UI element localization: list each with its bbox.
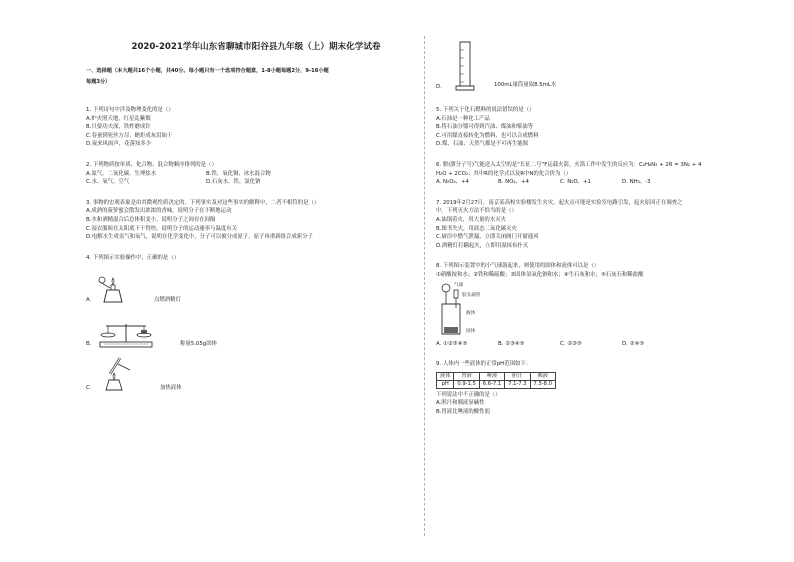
- section-line-2: 每题3分）: [86, 79, 111, 85]
- question-stem-line-2: ①硝酸铵和水；②铁和稀硫酸；③固体氢氧化钠和水；④生石灰和水；⑤石灰石和稀盐酸: [436, 271, 644, 278]
- label-liquid: 液体: [466, 310, 476, 316]
- table-header: 胰液: [530, 372, 555, 380]
- apparatus-figure: [436, 282, 556, 340]
- option-b: B.将石油分馏可得到汽油、煤油和柴油等: [436, 124, 534, 131]
- table-row: [437, 380, 556, 388]
- option-a: A.炉火照天地，红星乱紫烟: [86, 115, 151, 122]
- left-column: [86, 40, 416, 406]
- question-stem-line-1: 8. 下列图示装置中的小气球鼓起来，则使用的固体和液体可以是（）: [436, 263, 600, 270]
- question-4: [86, 254, 416, 395]
- figure-letter: D.: [436, 84, 442, 91]
- question-7: [436, 199, 736, 251]
- figure-letter: B.: [86, 340, 92, 347]
- table-header: 液体: [437, 372, 454, 380]
- lamp-lighting-icon: [96, 272, 130, 306]
- question-stem: 2. 下列物质按单质、化合物、混合物顺序排列的是（）: [86, 161, 217, 168]
- graduated-cylinder-icon: [450, 40, 480, 92]
- question-5: [436, 106, 736, 149]
- table-cell: 6.6-7.1: [479, 380, 504, 388]
- label-balloon: 气球: [454, 282, 464, 288]
- label-dropper: 胶头滴管: [462, 292, 481, 298]
- section-heading: [86, 66, 416, 88]
- question-2: [86, 161, 416, 187]
- ph-table: [436, 372, 556, 389]
- balance-scale-icon: [96, 314, 156, 350]
- label-solid: 固体: [466, 328, 476, 334]
- heating-test-tube-icon: [96, 354, 136, 394]
- options-row: [86, 178, 416, 187]
- option-d: D. NH₃、-3: [622, 179, 651, 186]
- page-title: 2020-2021学年山东省聊城市阳谷县九年级（上）期末化学试卷: [131, 42, 381, 52]
- option-d: D.石灰水、铁、氯化钠: [206, 179, 261, 186]
- question-stem-line-2: 中。下列灭火方法不恰当的是（）: [436, 208, 517, 215]
- section-line-1: 一、选择题（本大题共16个小题，共40分。每小题只有一个选项符合题意，1-8小题每题2分，9-16小题: [86, 68, 329, 74]
- table-cell: 7.5-8.0: [530, 380, 555, 388]
- option-d: D.电解水生成氢气和氧气，说明在化学变化中，分子可以被分成原子，原子再重新组合成新分子: [86, 234, 313, 241]
- figure-c: [86, 354, 416, 394]
- option-a: A.油锅着火，用大量的水灭火: [436, 216, 506, 223]
- question-4-option-d: [436, 40, 736, 92]
- right-column: [436, 40, 736, 416]
- question-stem: 4. 下列图示实验操作中，正确的是（）: [86, 254, 180, 261]
- option-b: B. NO₂、+4: [498, 179, 529, 186]
- options-row: [86, 170, 416, 179]
- question-8: [436, 262, 736, 348]
- figure-letter: A.: [86, 296, 92, 303]
- option-c: C. ②③⑤: [560, 340, 582, 347]
- question-stem: 9. 人体内一些液体的正常pH范围如下：: [436, 361, 532, 368]
- option-a: A. ①②③④⑤: [436, 340, 468, 347]
- question-1: [86, 106, 416, 149]
- option-d: D.夜来风雨声，花落知多少: [86, 141, 152, 148]
- table-cell: 0.9-1.5: [454, 380, 479, 388]
- option-c: C.湿衣服晾在太阳底下干得快，说明分子的运动速率与温度有关: [86, 225, 238, 232]
- option-b: B.胃液比唾液的酸性弱: [436, 408, 490, 415]
- option-a: A.石油是一种化工产品: [436, 115, 490, 122]
- table-cell: 7.1-7.3: [505, 380, 530, 388]
- option-b: B.铁、氧化铜、冰水混合物: [206, 170, 271, 177]
- question-stem-line-1: 7. 2019年2月27日，南京某高校实验楼发生火灾。起火点可能是实验室电路引发，起火原因正在调查之: [436, 199, 683, 206]
- option-d: D.酒精灯打翻起火，立即用湿抹布扑灭: [436, 242, 529, 249]
- options-row: [436, 340, 736, 349]
- option-c: C.春蚕到死丝方尽，蜡炬成灰泪始干: [86, 132, 173, 139]
- table-header: 胆汁: [505, 372, 530, 380]
- option-c: C.厨房中燃气泄漏，立即关闭阀门开窗通风: [436, 234, 539, 241]
- option-d: D. ②④⑤: [622, 340, 645, 347]
- question-9: [436, 360, 736, 416]
- figure-label: 100mL量筒量取8.5mL水: [494, 82, 557, 89]
- row-label: pH: [437, 380, 454, 388]
- option-b: B.图书失火，用液态二氧化碳灭火: [436, 225, 517, 232]
- figure-letter: C.: [86, 384, 92, 391]
- question-stem: 5. 下列关于化石燃料的说法错误的是（）: [436, 107, 535, 113]
- option-d: D.煤、石油、天然气都是不可再生能源: [436, 141, 529, 148]
- column-divider: [424, 36, 425, 536]
- figure-label: 称量5.05g固体: [180, 340, 217, 347]
- question-stem-line-1: 6. 肼(肼分子号)气能送入太空的是“长征二号”F运载火箭，火箭工作中发生的反应为：C₂H₈N₂ + 2R = 3N₂ + 4: [436, 161, 702, 168]
- option-b: B.水和酒精混合后总体积变小，说明分子之间存在间隔: [86, 216, 216, 223]
- option-a: A. N₂O₄、+4: [436, 179, 469, 186]
- question-stem-line-2: H₂O + 2CO₂；其中R的化学式以及R中N的化合价为（）: [436, 170, 572, 177]
- figure-label: 点燃酒精灯: [154, 296, 181, 303]
- table-header-row: [437, 372, 556, 380]
- options-row: [436, 178, 736, 187]
- option-c: C.可用煤直接转化为燃料，也可以合成燃料: [436, 132, 539, 139]
- table-header: 唾液: [479, 372, 504, 380]
- option-c: C.水、氧气、空气: [86, 179, 130, 186]
- figure-a: [86, 266, 416, 306]
- question-stem: 1. 下列诗句中涉及物理变化的是（）: [86, 107, 174, 113]
- option-b: B.只要功夫深，铁杵磨成针: [86, 124, 151, 131]
- question-3: [86, 199, 416, 242]
- option-b: B. ②③④⑤: [498, 340, 525, 347]
- option-a: A.成熟的菠萝蜜会散发出浓浓的香味，说明分子在不断地运动: [86, 208, 232, 215]
- figure-d: [436, 40, 736, 92]
- figure-label: 加热液体: [160, 384, 182, 391]
- figure-b: [86, 310, 416, 350]
- option-a: A.胆汁和胰液显碱性: [436, 400, 485, 407]
- option-a: A.氮气、二氧化碳、生理盐水: [86, 170, 156, 177]
- question-stem: 3. 事物的宏观表象是由其微观性质决定的。下列事实及对这些事实的解释中，二者不相符的是（）: [86, 199, 320, 206]
- question-6: [436, 161, 736, 187]
- option-c: C. N₂O、+1: [560, 179, 591, 186]
- table-header: 胃液: [454, 372, 479, 380]
- question-followup: 下列说法中不正确的是（）: [436, 391, 501, 398]
